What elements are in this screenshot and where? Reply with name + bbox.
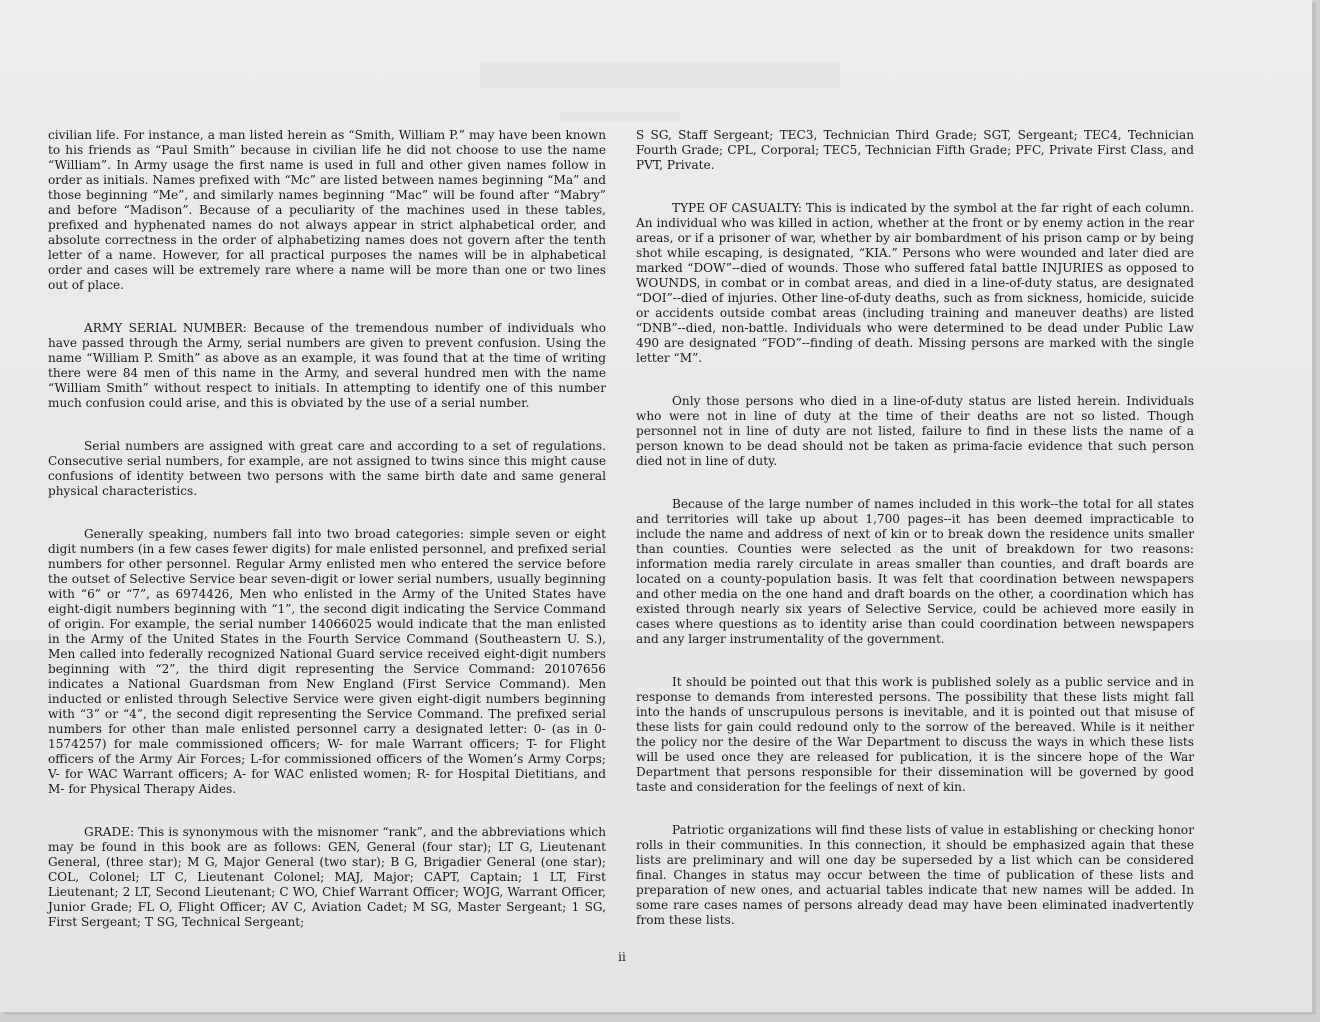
paragraph-county-breakdown: Because of the large number of names included in this work--the total for all states and territories will take up about 1,700 pages--it has been deemed impracticable to include the name and address of next of kin or to break down the residence units smaller than counties. Counties were selected as the unit of breakdown for two reasons: information media rarely circulate in areas smaller than counties, and draft boards are located on a county-population basis. It was felt that coordination between newspapers and other media on the one hand and draft boards on the other, a coordination which has existed through nearly six years of Selective Service, could be achieved more easily in cases where questions as to identity arise than could coordination between newspapers and any larger instrumentality of the government. bbox=[636, 497, 1194, 646]
paragraph-army-serial-number: ARMY SERIAL NUMBER: Because of the tremendous number of individuals who have passed through the Army, serial numbers are given to prevent confusion. Using the name “William P. Smith” as above as an example, it was found that at the time of writing there were 84 men of this name in the Army, and several hundred men with the name “William Smith” without respect to initials. In attempting to identify one of this number much confusion could arise, and this is obviated by the use of a serial number. bbox=[48, 321, 606, 410]
paragraph-name-order: civilian life. For instance, a man listed herein as “Smith, William P.” may have been known to his friends as “Paul Smith” because in civilian life he did not choose to use the name “William”. In Army usage the first name is used in full and other given names follow in order as initials. Names prefixed with “Mc” are listed between names beginning “Ma” and those beginning “Me”, and similarly names beginning “Mac” will be found after “Mabry” and before “Madison”. Because of a peculiarity of the machines used in these tables, prefixed and hyphenated names do not always appear in strict alphabetical order, and absolute correctness in the order of alphabetizing names does not govern after the tenth letter of a name. However, for all practical purposes the names will be in alphabetical order and cases will be extremely rare where a name will be more than one or two lines out of place. bbox=[48, 128, 606, 292]
paragraph-patriotic-organizations: Patriotic organizations will find these lists of value in establishing or checking honor rolls in their communities. In this connection, it should be emphasized again that these lists are preliminary and will one day be superseded by a list which can be considered final. Changes in status may occur between the time of publication of these lists and preparation of new ones, and actuarial tables indicate that new names will be added. In some rare cases names of persons already dead may have been eliminated inadvertently from these lists. bbox=[636, 823, 1194, 927]
bleed-through-heading bbox=[560, 112, 680, 122]
bleed-through-heading-top bbox=[480, 62, 840, 88]
paragraph-serial-categories: Generally speaking, numbers fall into two broad categories: simple seven or eight digit numbers (in a few cases fewer digits) for male enlisted personnel, and prefixed serial numbers for other personnel. Regular Army enlisted men who entered the service before the outset of Selective Service bear seven-digit or lower serial numbers, usually beginning with “6” or “7”, as 6974426, Men who enlisted in the Army of the United States have eight-digit numbers beginning with “1”, the second digit indicating the Service Command of origin. For example, the serial number 14066025 would indicate that the man enlisted in the Army of the United States in the Fourth Service Command (Southeastern U. S.), Men called into federally recognized National Guard service received eight-digit numbers beginning with “2”, the third digit representing the Service Command: 20107656 indicates a National Guardsman from New England (First Service Command). Men inducted or enlisted through Selective Service were given eight-digit numbers beginning with “3” or “4”, the second digit representing the Service Command. The prefixed serial numbers for other than male enlisted personnel carry a designated letter: 0- (as in 0-1574257) for male commissioned officers; W- for male Warrant officers; T- for Flight officers of the Army Air Forces; L-for commissioned officers of the Women’s Army Corps; V- for WAC Warrant officers; A- for WAC enlisted women; R- for Hospital Dietitians, and M- for Physical Therapy Aides. bbox=[48, 527, 606, 796]
paragraph-grade: GRADE: This is synonymous with the misnomer “rank”, and the abbreviations which may be found in this book are as follows: GEN, General (four star); LT G, Lieutenant General, (three star); M G, Major General (two star); B G, Brigadier General (one star); COL, Colonel; LT C, Lieutenant Colonel; MAJ, Major; CAPT, Captain; 1 LT, First Lieutenant; 2 LT, Second Lieutenant; C WO, Chief Warrant Officer; WOJG, Warrant Officer, Junior Grade; FL O, Flight Officer; AV C, Aviation Cadet; M SG, Master Sergeant; 1 SG, First Sergeant; T SG, Technical Sergeant; bbox=[48, 825, 606, 929]
paragraph-serial-assignment: Serial numbers are assigned with great care and according to a set of regulations. Consecutive serial numbers, for example, are not assigned to twins since this might cause confusions of identity between two persons with the same birth date and same general physical characteristics. bbox=[48, 439, 606, 498]
paragraph-public-service: It should be pointed out that this work is published solely as a public service and in response to demands from interested persons. The possibility that these lists might fall into the hands of unscrupulous persons is inevitable, and it is pointed out that misuse of these lists for gain could redound only to the sorrow of the bereaved. While is it neither the policy nor the desire of the War Department to discuss the ways in which these lists will be used once they are released for publication, it is the sincere hope of the War Department that persons responsible for their dissemination will be governed by good taste and consideration for the feelings of next of kin. bbox=[636, 675, 1194, 794]
right-column bbox=[636, 128, 1194, 950]
paragraph-type-of-casualty: TYPE OF CASUALTY: This is indicated by the symbol at the far right of each column. An individual who was killed in action, whether at the front or by enemy action in the rear areas, or if a prisoner of war, whether by air bombardment of his prison camp or by being shot while escaping, is designated, “KIA.” Persons who were wounded and later died are marked “DOW”--died of wounds. Those who suffered fatal battle INJURIES as opposed to WOUNDS, in combat or in combat areas, and died in a line-of-duty status, are designated “DOI”--died of injuries. Other line-of-duty deaths, such as from sickness, homicide, suicide or accidents outside combat areas (including training and maneuver deaths) are listed “DNB”--died, non-battle. Individuals who were determined to be dead under Public Law 490 are designated “FOD”--finding of death. Missing persons are marked with the single letter “M”. bbox=[636, 201, 1194, 365]
left-column bbox=[48, 128, 606, 952]
page-number: ii bbox=[618, 950, 626, 964]
paragraph-grade-continued: S SG, Staff Sergeant; TEC3, Technician Third Grade; SGT, Sergeant; TEC4, Technician Fourth Grade; CPL, Corporal; TEC5, Technician Fifth Grade; PFC, Private First Class, and PVT, Private. bbox=[636, 128, 1194, 172]
paragraph-line-of-duty: Only those persons who died in a line-of-duty status are listed herein. Individuals who were not in line of duty at the time of their deaths are not so listed. Though personnel not in line of duty are not listed, failure to find in these lists the name of a person known to be dead should not be taken as prima-facie evidence that such person died not in line of duty. bbox=[636, 394, 1194, 468]
